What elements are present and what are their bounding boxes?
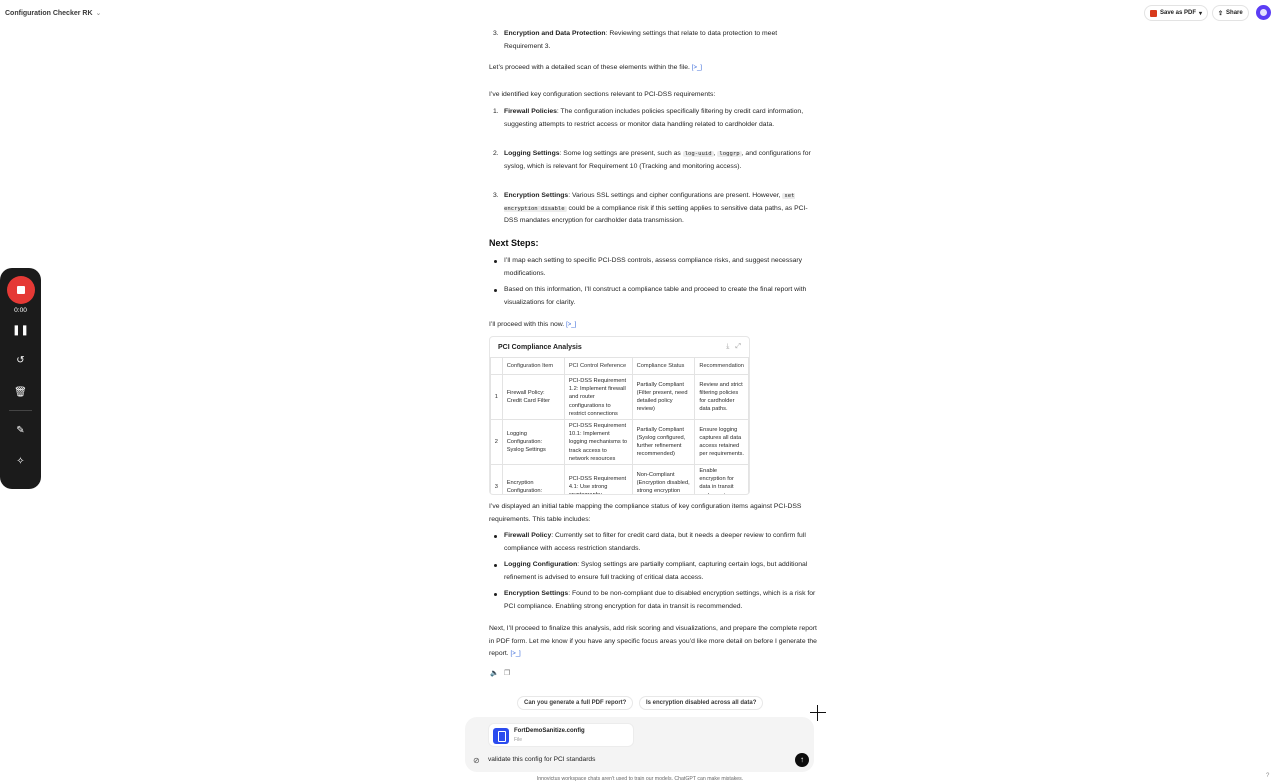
- column-header: PCI Control Reference: [564, 358, 632, 375]
- suggestion-chip[interactable]: Can you generate a full PDF report?: [517, 696, 633, 710]
- column-header: [491, 358, 503, 375]
- table-cell: [564, 465, 632, 496]
- help-icon[interactable]: ?: [1266, 773, 1270, 779]
- suggestion-chip[interactable]: Is encryption disabled across all data?: [639, 696, 763, 710]
- save-as-pdf-button[interactable]: [1144, 5, 1208, 21]
- cell-text: PCI-DSS Requirement 10.1: Implement logging mechanisms to track access to network resources: [568, 423, 628, 462]
- download-icon[interactable]: ⤓: [726, 343, 730, 350]
- citation-link[interactable]: [>_]: [691, 65, 702, 71]
- footer-disclaimer: Innovictus workspace chats aren't used to train our models. ChatGPT can make mistakes.: [536, 776, 744, 782]
- list-item-title: Logging Settings: [504, 150, 560, 157]
- column-header: Recommendation: [695, 358, 749, 375]
- top-bar: [0, 0, 1280, 26]
- table-header-row: [491, 358, 749, 375]
- pdf-icon: [1150, 10, 1157, 17]
- table-cell: [502, 420, 564, 465]
- toolbar-divider: [9, 410, 32, 411]
- citation-link[interactable]: [>_]: [566, 322, 577, 328]
- table-cell: [502, 375, 564, 420]
- message-input[interactable]: validate this config for PCI standards: [488, 756, 596, 763]
- magic-wand-icon[interactable]: ✧: [16, 456, 25, 467]
- table-card-title: PCI Compliance Analysis: [498, 344, 582, 351]
- table-cell: [695, 465, 749, 496]
- list-item-text: : Some log settings are present, such as: [559, 150, 683, 157]
- list-item: [504, 530, 816, 555]
- cell-text: Partially Compliant (Syslog configured, further refinement recommended): [636, 426, 686, 458]
- arrow-up-icon: ↑: [800, 755, 804, 764]
- list-item-title: Encryption and Data Protection: [504, 30, 606, 37]
- read-aloud-icon[interactable]: 🔈: [490, 670, 499, 677]
- list-item-text: : Currently set to filter for credit card data, but it needs a deeper review to confirm full compliance with access restriction standards.: [504, 532, 806, 552]
- pause-icon[interactable]: ❚❚: [12, 325, 29, 336]
- paragraph-text: Next, I’ll proceed to finalize this analysis, add risk scoring and visualizations, and prepare the complete report in PDF form. Let me know if you have any specific focus areas you’d like more detail on before I generate the report.: [489, 625, 817, 657]
- column-header: Compliance Status: [632, 358, 695, 375]
- list-item-title: Encryption Settings: [504, 590, 569, 597]
- compliance-table: [490, 357, 749, 495]
- attached-file-card[interactable]: [488, 723, 634, 747]
- paragraph-text: I’ll proceed with this now.: [489, 321, 565, 328]
- paperclip-icon[interactable]: ⊘: [473, 756, 480, 765]
- pencil-icon[interactable]: ✎: [16, 425, 25, 436]
- list-number: 3.: [493, 30, 499, 37]
- citation-link[interactable]: [>_]: [510, 651, 521, 657]
- paragraph: [489, 623, 819, 661]
- table-cell: [632, 465, 695, 496]
- list-number: 3.: [493, 192, 499, 199]
- table-cell: [695, 375, 749, 420]
- share-button[interactable]: [1212, 5, 1249, 21]
- cell-text: PCI-DSS Requirement 1.2: Implement firewall and router configurations to restrict connections: [568, 378, 627, 417]
- list-item: [504, 28, 816, 53]
- inline-code: set encryption disable: [504, 193, 795, 212]
- cell-text: Non-Compliant (Encryption disabled, strong encryption: [636, 471, 690, 494]
- list-item-title: Logging Configuration: [504, 561, 578, 568]
- cell-text: Review and strict filtering policies for cardholder data paths.: [699, 381, 743, 413]
- list-item-text: : Reviewing settings that relate to data protection to meet Requirement 3.: [504, 30, 778, 50]
- list-number: 2.: [493, 150, 499, 157]
- share-label: Share: [1226, 10, 1243, 16]
- app-title-dropdown[interactable]: [5, 9, 101, 17]
- bullet-icon: [494, 260, 497, 263]
- list-item-text: ,: [713, 150, 718, 157]
- cell-text: Logging Configuration: Syslog Settings: [506, 430, 546, 454]
- column-header: Configuration Item: [502, 358, 564, 375]
- recording-time: 0:00: [14, 307, 27, 314]
- list-item: [504, 190, 816, 228]
- list-item: Based on this information, I’ll construct a compliance table and proceed to create the final report with visualizations for clarity.: [504, 286, 807, 306]
- table-card: [489, 336, 750, 495]
- list-item-text: : The configuration includes policies specifically filtering by credit card information, suggesting attempts to restrict access or monitor data handling related to cardholder data.: [504, 108, 804, 128]
- copy-icon[interactable]: ❐: [504, 670, 511, 677]
- chevron-down-icon: ▾: [1199, 10, 1203, 17]
- table-row: [491, 375, 749, 420]
- save-as-pdf-label: Save as PDF: [1160, 10, 1197, 16]
- cell-text: Firewall Policy: Credit Card Filter: [506, 389, 550, 404]
- file-name: FortDemoSanitize.config: [514, 728, 585, 734]
- list-item-title: Firewall Policies: [504, 108, 557, 115]
- list-item: [504, 148, 816, 173]
- bullet-icon: [494, 289, 497, 292]
- inline-code: log-uuid: [684, 151, 712, 157]
- cell-text: PCI-DSS Requirement 4.1: Use strong: [568, 475, 627, 490]
- bullet-icon: [494, 564, 497, 567]
- cell-text: Ensure logging captures all data access retained per requirements.: [699, 426, 744, 458]
- list-item: [504, 559, 816, 584]
- crosshair-cursor-icon: [810, 705, 826, 721]
- list-item-title: Firewall Policy: [504, 532, 552, 539]
- table-cell: [564, 375, 632, 420]
- list-item-text: : Found to be non-compliant due to disabled encryption settings, which is a risk for PCI compliance. Enabling strong encryption for data in transit is recommended.: [504, 590, 816, 610]
- table-cell: [564, 420, 632, 465]
- chevron-down-icon: ⌄: [95, 10, 102, 17]
- list-item-text: : Various SSL settings and cipher configurations are present. However,: [568, 192, 783, 199]
- paragraph: I’ve identified key configuration sections relevant to PCI-DSS requirements:: [489, 91, 716, 98]
- table-cell: 2: [491, 420, 503, 465]
- recording-toolbar: [0, 268, 41, 489]
- app-title-label: Configuration Checker RK: [5, 10, 93, 17]
- next-steps-heading: Next Steps:: [489, 238, 539, 248]
- paragraph-text: Let’s proceed with a detailed scan of these elements within the file.: [489, 64, 690, 71]
- paragraph: [489, 62, 819, 75]
- table-cell: [695, 420, 749, 465]
- restart-icon[interactable]: ↺: [16, 355, 25, 366]
- cell-text: Enable encryption for data in transit: [699, 468, 734, 491]
- stop-recording-button[interactable]: [7, 276, 35, 304]
- send-button[interactable]: [795, 753, 809, 767]
- table-cell: [632, 420, 695, 465]
- list-number: 1.: [493, 108, 499, 115]
- cell-text: Encryption Configuration:: [506, 479, 543, 494]
- paragraph: [489, 319, 819, 332]
- share-icon: ⇪: [1218, 10, 1224, 17]
- bullet-icon: [494, 535, 497, 538]
- expand-icon[interactable]: ⤢: [735, 343, 741, 350]
- list-item-text: : Syslog settings are partially compliant, capturing certain logs, but additional refinement is advised to ensure full tracking of critical data access.: [504, 561, 808, 581]
- avatar[interactable]: [1256, 5, 1271, 20]
- table-row: [491, 465, 749, 496]
- cell-text: Partially Compliant (Filter present, need detailed policy review): [636, 381, 688, 413]
- list-item-title: Encryption Settings: [504, 192, 569, 199]
- table-cell: 1: [491, 375, 503, 420]
- table-cell: [502, 465, 564, 496]
- inline-code: loggrp: [719, 151, 740, 157]
- trash-icon[interactable]: 🗑: [14, 387, 27, 398]
- paragraph: I’ve displayed an initial table mapping the compliance status of key configuration items against PCI-DSS requirements. This table includes:: [489, 503, 802, 523]
- file-type: File: [514, 737, 523, 743]
- list-item-text: , and configurations for syslog, which is relevant for Requirement 10 (Tracking and monitoring access).: [504, 150, 811, 170]
- list-item: [504, 588, 816, 613]
- bullet-icon: [494, 593, 497, 596]
- table-row: [491, 420, 749, 465]
- list-item-text: could be a compliance risk if this setting applies to sensitive data paths, as PCI-DSS mandates encryption for cardholder data transmission.: [504, 204, 808, 224]
- file-icon: [493, 728, 509, 744]
- list-item: I’ll map each setting to specific PCI-DSS controls, assess compliance risks, and suggest necessary modifications.: [504, 257, 803, 277]
- table-cell: 3: [491, 465, 503, 496]
- table-cell: [632, 375, 695, 420]
- list-item: [504, 106, 816, 131]
